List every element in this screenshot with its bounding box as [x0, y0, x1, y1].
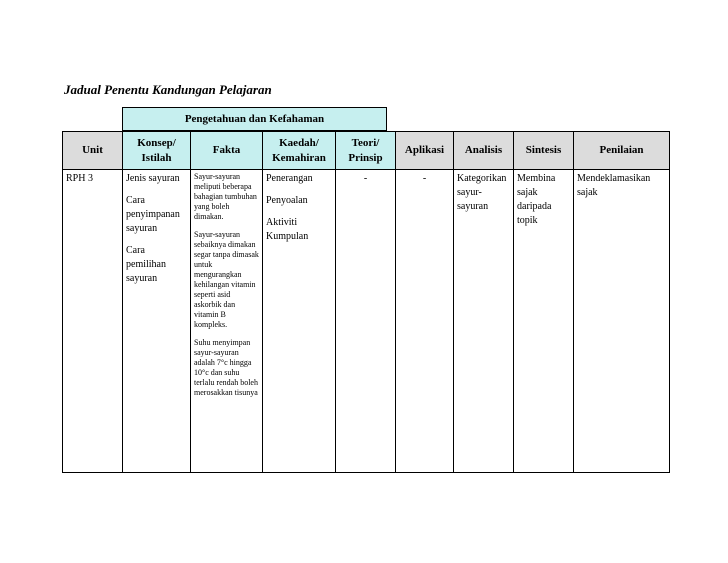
kaedah-item: Penyoalan: [266, 195, 308, 206]
header-konsep-line1: Konsep/: [137, 136, 176, 149]
cell-teori: [336, 170, 396, 473]
header-kaedah-line1: Kaedah/: [279, 136, 319, 149]
cell-analisis: [454, 170, 514, 473]
header-konsep: [123, 132, 191, 170]
aplikasi-value: -: [422, 173, 427, 184]
header-unit: Unit: [63, 132, 123, 170]
fakta-item: Sayur-sayuran sebaiknya dimakan segar tanpa dimasak untuk mengurangkan kehilangan vitamin seperti asid askorbik dan vitamin B kompleks.: [194, 230, 259, 329]
unit-value: RPH 3: [66, 173, 93, 184]
header-analisis: Analisis: [454, 132, 514, 170]
kaedah-item: Aktiviti Kumpulan: [266, 217, 309, 242]
content-table: [62, 131, 670, 473]
header-penilaian: Penilaian: [574, 132, 670, 170]
fakta-item: Suhu menyimpan sayur-sayuran adalah 7°c hingga 10°c dan suhu terlalu rendah boleh merosakkan tisunya: [194, 338, 258, 397]
header-konsep-line2: Istilah: [141, 151, 172, 164]
kaedah-item: Penerangan: [266, 173, 313, 184]
header-sintesis: Sintesis: [514, 132, 574, 170]
header-row: [63, 132, 670, 170]
konsep-item: Cara pemilihan sayuran: [126, 245, 166, 284]
header-teori: [336, 132, 396, 170]
header-kaedah: [263, 132, 336, 170]
konsep-item: Jenis sayuran: [126, 173, 180, 184]
group-header-pengetahuan: Pengetahuan dan Kefahaman: [122, 107, 387, 131]
header-teori-line2: Prinsip: [348, 151, 383, 164]
cell-sintesis: [514, 170, 574, 473]
header-teori-line1: Teori/: [351, 136, 380, 149]
table-row: [63, 170, 670, 473]
cell-kaedah: [263, 170, 336, 473]
header-fakta: Fakta: [191, 132, 263, 170]
cell-unit: [63, 170, 123, 473]
penilaian-value: Mendeklamasikan sajak: [577, 173, 651, 198]
konsep-item: Cara penyimpanan sayuran: [126, 195, 180, 234]
cell-fakta: [191, 170, 263, 473]
header-kaedah-line2: Kemahiran: [272, 151, 326, 164]
cell-aplikasi: [396, 170, 454, 473]
header-aplikasi: Aplikasi: [396, 132, 454, 170]
teori-value: -: [363, 173, 368, 184]
cell-penilaian: [574, 170, 670, 473]
sintesis-value: Membina sajak daripada topik: [517, 173, 556, 226]
cell-konsep: [123, 170, 191, 473]
analisis-value: Kategorikan sayur-sayuran: [457, 173, 507, 212]
document-title: Jadual Penentu Kandungan Pelajaran: [64, 82, 272, 97]
fakta-item: Sayur-sayuran meliputi beberapa bahagian tumbuhan yang boleh dimakan.: [194, 172, 257, 221]
